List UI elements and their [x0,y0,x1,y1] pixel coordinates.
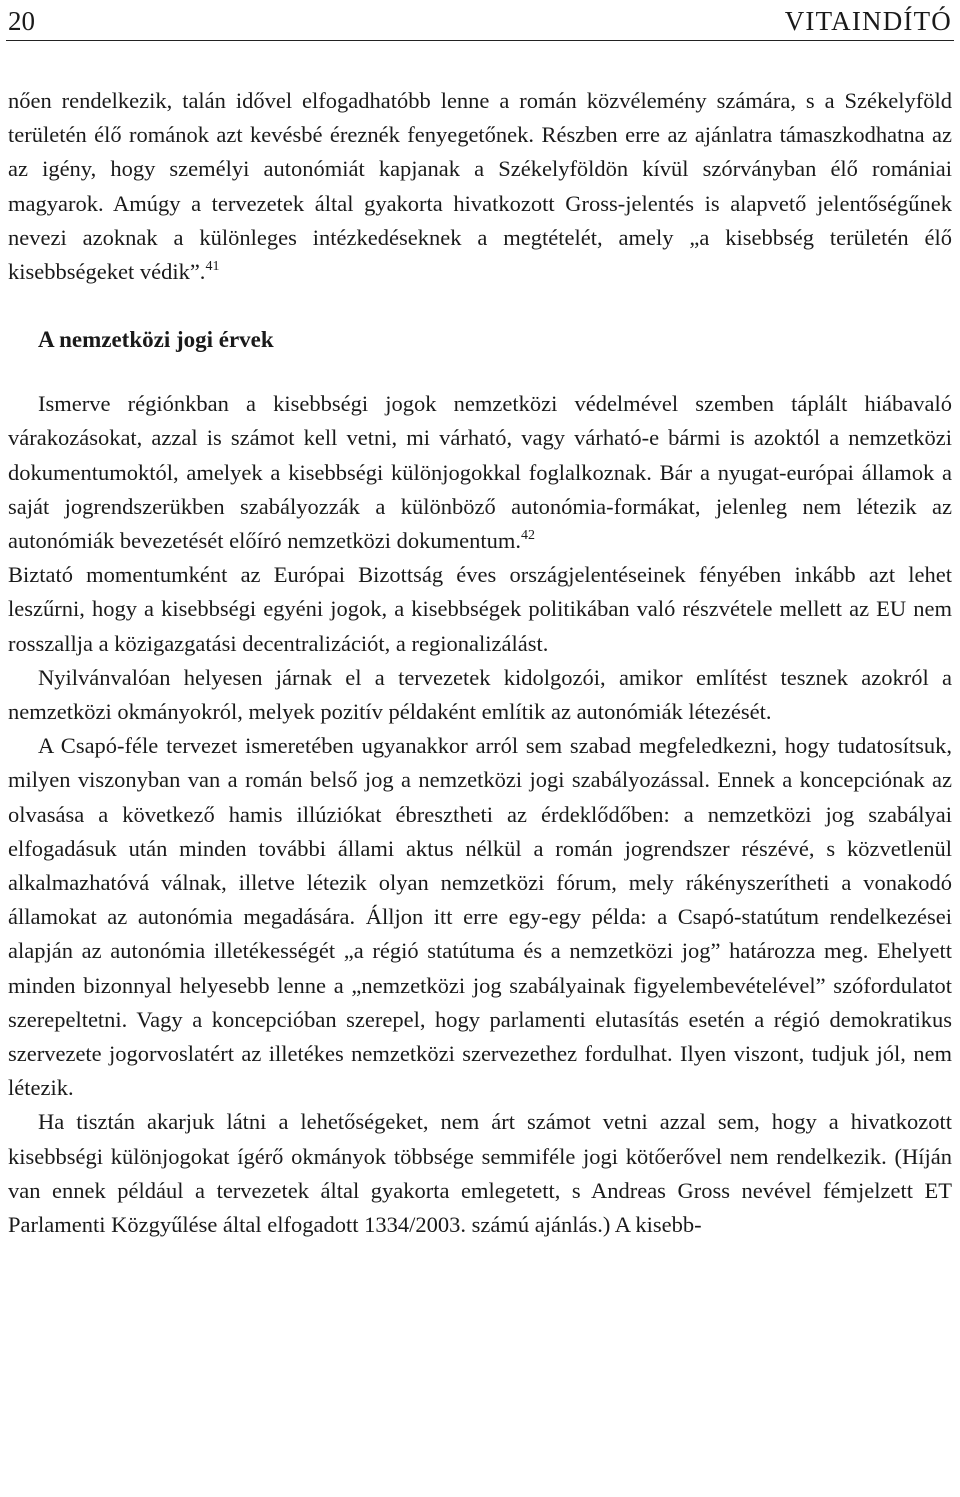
paragraph: Biztató momentumként az Európai Bizottság éves országjelentéseinek fényében inkább azt lehet leszűrni, hogy a kisebbségi egyéni jogok, a kisebbségek politikában való részvétele mellett az EU nem rosszallja a közigazgatási decentralizációt, a regionalizálást. [8,562,952,656]
body-text [8,84,952,1242]
paragraph-text: Ismerve régiónkban a kisebbségi jogok nemzetközi védelmével szemben táplált hiábavaló várakozásokat, azzal is számot kell vetni, mi várható, vagy várható-e bármi is azoktól a nemzetközi dokumentumoktól, amelyek a kisebbségi különjogokkal foglalkoznak. Bár a nyugat-európai államok a saját jogrendszerükben szabályozzák a különböző autonómia-formákat, jelenleg nem létezik az autonómiák bevezetését előíró nemzetközi dokumentum. [8,391,952,554]
running-head: VITAINDÍTÓ [784,6,952,36]
paragraph: A Csapó-féle tervezet ismeretében ugyanakkor arról sem szabad megfeledkezni, hogy tudatosítsuk, milyen viszonyban van a román belső jog a nemzetközi jogi szabályozással. Ennek a koncepciónak az olvasása a következő hamis illúziókat ébresztheti az érdeklődőben: a nemzetközi jog szabályai elfogadásuk után minden további állami aktus nélkül a román jogrendszer részévé, s közvetlenül alkalmazhatóvá válnak, illetve létezik olyan nemzetközi fórum, mely rákényszerítheti a vonakodó államokat az autonómia megadására. Álljon itt erre egy-egy példa: a Csapó-statútum rendelkezései alapján az autonómia illetékességét „a régió statútuma és a nemzetközi jog” határozza meg. Ehelyett minden bizonnyal helyesebb lenne a „nemzetközi jog szabályainak figyelembevételével” szófordulatot szerepeltetni. Vagy a koncepcióban szerepel, hogy parlamenti elutasítás esetén a régió demokratikus szervezete jogorvoslatért az illetékes nemzetközi szervezethez fordulhat. Ilyen viszont, tudjuk jól, nem létezik. [8,733,952,1101]
page-header [6,4,954,41]
paragraph-text: nően rendelkezik, talán idővel elfogadhatóbb lenne a román közvélemény számára, s a Székelyföld területén élő románok azt kevésbé éreznék fenyegetőnek. Részben erre az ajánlatra támaszkodhatna az az igény, hogy személyi autonómiát kapjanak a Székelyföldön kívül szórványban élő romániai magyarok. Amúgy a tervezetek által gyakorta hivatkozott Gross-jelentés is alapvető jelentőségűnek nevezi azoknak a különleges intézkedéseknek a megtételét, amely „a kisebbség területén élő kisebbségeket védik”. [8,88,952,285]
footnote-ref[interactable]: 41 [205,259,220,275]
paragraph: Ha tisztán akarjuk látni a lehetőségeket, nem árt számot vetni azzal sem, hogy a hivatkozott kisebbségi különjogokat ígérő okmányok többsége semmiféle jogi kötőerővel nem rendelkezik. (Híján van ennek például a tervezetek által gyakorta emlegetett, s Andreas Gross nevével fémjelzett ET Parlamenti Közgyűlése által elfogadott 1334/2003. számú ajánlás.) A kisebb- [8,1109,952,1238]
paragraph [8,387,952,558]
paragraph [8,84,952,289]
footnote-ref[interactable]: 42 [520,528,535,544]
section-heading: A nemzetközi jogi érvek [38,327,274,353]
page-number: 20 [8,6,35,36]
paragraph: Nyilvánvalóan helyesen járnak el a tervezetek kidolgozói, amikor említést tesznek azokról a nemzetközi okmányokról, melyek pozitív példaként említik az autonómiák létezését. [8,664,952,725]
